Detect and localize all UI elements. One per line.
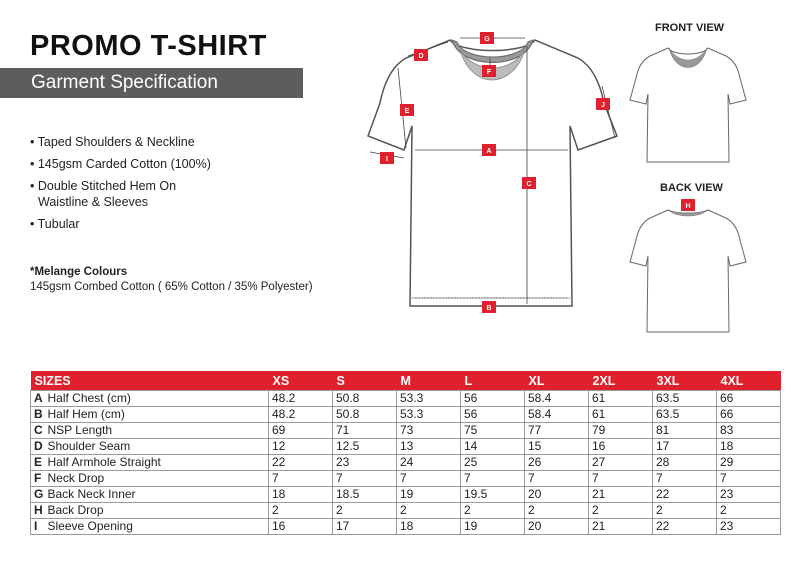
marker-b [482, 301, 496, 313]
measurement-value: 7 [397, 471, 461, 487]
measurement-value: 28 [653, 455, 717, 471]
measurement-value: 7 [461, 471, 525, 487]
measurement-code: E [31, 455, 45, 471]
measurement-value: 22 [653, 519, 717, 535]
measurement-name: NSP Length [45, 423, 269, 439]
measurement-code: F [31, 471, 45, 487]
measurement-value: 50.8 [333, 407, 397, 423]
measurement-value: 48.2 [269, 407, 333, 423]
tshirt-back-view [628, 198, 748, 338]
measurement-value: 7 [717, 471, 781, 487]
measurement-value: 18.5 [333, 487, 397, 503]
measurement-value: 81 [653, 423, 717, 439]
table-row [31, 439, 781, 455]
measurement-code: B [31, 407, 45, 423]
measurement-value: 18 [269, 487, 333, 503]
table-row [31, 407, 781, 423]
sizes-header: SIZES [31, 371, 269, 391]
feature-list [30, 134, 228, 238]
svg-text:B: B [486, 305, 492, 312]
tshirt-diagram [360, 28, 625, 323]
table-row [31, 487, 781, 503]
measurement-value: 13 [397, 439, 461, 455]
measurement-name: Sleeve Opening [45, 519, 269, 535]
measurement-value: 26 [525, 455, 589, 471]
measurement-code: G [31, 487, 45, 503]
measurement-value: 2 [653, 503, 717, 519]
measurement-value: 2 [397, 503, 461, 519]
measurement-value: 23 [717, 487, 781, 503]
measurement-value: 21 [589, 519, 653, 535]
measurement-value: 58.4 [525, 407, 589, 423]
size-header: 2XL [589, 371, 653, 391]
svg-text:G: G [484, 36, 490, 43]
measurement-name: Shoulder Seam [45, 439, 269, 455]
measurement-code: D [31, 439, 45, 455]
measurement-value: 2 [589, 503, 653, 519]
size-spec-table [30, 371, 781, 535]
measurement-value: 77 [525, 423, 589, 439]
measurement-value: 19 [461, 519, 525, 535]
measurement-value: 53.3 [397, 407, 461, 423]
measurement-value: 71 [333, 423, 397, 439]
measurement-value: 7 [589, 471, 653, 487]
size-header: 4XL [717, 371, 781, 391]
svg-text:F: F [486, 69, 492, 76]
svg-text:I: I [386, 156, 388, 163]
svg-text:D: D [418, 53, 424, 60]
table-row [31, 471, 781, 487]
size-header: XL [525, 371, 589, 391]
measurement-value: 7 [269, 471, 333, 487]
measurement-value: 12 [269, 439, 333, 455]
measurement-value: 66 [717, 407, 781, 423]
subtitle-bar [0, 68, 303, 98]
measurement-value: 2 [717, 503, 781, 519]
measurement-value: 63.5 [653, 391, 717, 407]
measurement-value: 23 [333, 455, 397, 471]
size-header: M [397, 371, 461, 391]
measurement-value: 12.5 [333, 439, 397, 455]
measurement-value: 2 [461, 503, 525, 519]
table-row [31, 423, 781, 439]
measurement-value: 48.2 [269, 391, 333, 407]
measurement-value: 19 [397, 487, 461, 503]
measurement-value: 7 [525, 471, 589, 487]
size-header: 3XL [653, 371, 717, 391]
page-title: PROMO T-SHIRT [30, 30, 267, 62]
svg-text:E: E [404, 108, 410, 115]
measurement-value: 2 [525, 503, 589, 519]
size-header: L [461, 371, 525, 391]
measurement-value: 63.5 [653, 407, 717, 423]
measurement-value: 29 [717, 455, 781, 471]
measurement-value: 15 [525, 439, 589, 455]
table-row [31, 503, 781, 519]
feature-item: • Tubular [30, 217, 80, 231]
marker-j [596, 98, 610, 110]
marker-f [482, 65, 496, 77]
measurement-value: 66 [717, 391, 781, 407]
measurement-code: I [31, 519, 45, 535]
measurement-value: 17 [653, 439, 717, 455]
marker-c [522, 177, 536, 189]
measurement-name: Back Drop [45, 503, 269, 519]
measurement-value: 27 [589, 455, 653, 471]
measurement-value: 79 [589, 423, 653, 439]
measurement-value: 83 [717, 423, 781, 439]
measurement-value: 14 [461, 439, 525, 455]
svg-text:J: J [601, 102, 605, 109]
measurement-value: 25 [461, 455, 525, 471]
marker-e [400, 104, 414, 116]
measurement-name: Neck Drop [45, 471, 269, 487]
measurement-value: 61 [589, 407, 653, 423]
measurement-value: 56 [461, 391, 525, 407]
measurement-value: 20 [525, 487, 589, 503]
measurement-value: 16 [589, 439, 653, 455]
measurement-value: 75 [461, 423, 525, 439]
measurement-code: C [31, 423, 45, 439]
table-row [31, 391, 781, 407]
measurement-value: 23 [717, 519, 781, 535]
page-subtitle: Garment Specification [31, 72, 218, 93]
measurement-value: 7 [653, 471, 717, 487]
measurement-value: 22 [653, 487, 717, 503]
measurement-value: 7 [333, 471, 397, 487]
measurement-value: 73 [397, 423, 461, 439]
measurement-name: Half Hem (cm) [45, 407, 269, 423]
marker-i [380, 152, 394, 164]
feature-item: • 145gsm Carded Cotton (100%) [30, 157, 211, 171]
marker-d [414, 49, 428, 61]
measurement-name: Half Armhole Straight [45, 455, 269, 471]
measurement-value: 53.3 [397, 391, 461, 407]
measurement-value: 18 [397, 519, 461, 535]
table-header-row [31, 371, 781, 391]
table-row [31, 455, 781, 471]
feature-item: • Taped Shoulders & Neckline [30, 135, 195, 149]
melange-title: *Melange Colours [30, 266, 128, 278]
measurement-value: 17 [333, 519, 397, 535]
measurement-value: 50.8 [333, 391, 397, 407]
measurement-value: 69 [269, 423, 333, 439]
front-view-label: FRONT VIEW [655, 22, 725, 34]
measurement-value: 19.5 [461, 487, 525, 503]
melange-text: 145gsm Combed Cotton ( 65% Cotton / 35% Polyester) [30, 281, 313, 293]
measurement-value: 18 [717, 439, 781, 455]
measurement-value: 58.4 [525, 391, 589, 407]
measurement-name: Half Chest (cm) [45, 391, 269, 407]
marker-a [482, 144, 496, 156]
measurement-code: H [31, 503, 45, 519]
measurement-name: Back Neck Inner [45, 487, 269, 503]
measurement-value: 20 [525, 519, 589, 535]
marker-g [480, 32, 494, 44]
size-header: S [333, 371, 397, 391]
feature-item: • Double Stitched Hem On Waistline & Sleeves [30, 179, 177, 209]
size-header: XS [269, 371, 333, 391]
svg-text:H: H [685, 203, 691, 210]
measurement-value: 16 [269, 519, 333, 535]
measurement-value: 56 [461, 407, 525, 423]
measurement-value: 61 [589, 391, 653, 407]
tshirt-front-view [628, 40, 748, 170]
back-view-label: BACK VIEW [660, 182, 723, 194]
svg-text:A: A [486, 148, 492, 155]
svg-text:C: C [526, 181, 532, 188]
table-row [31, 519, 781, 535]
measurement-value: 21 [589, 487, 653, 503]
measurement-value: 2 [333, 503, 397, 519]
measurement-code: A [31, 391, 45, 407]
measurement-value: 22 [269, 455, 333, 471]
measurement-value: 2 [269, 503, 333, 519]
marker-h [681, 199, 695, 211]
measurement-value: 24 [397, 455, 461, 471]
